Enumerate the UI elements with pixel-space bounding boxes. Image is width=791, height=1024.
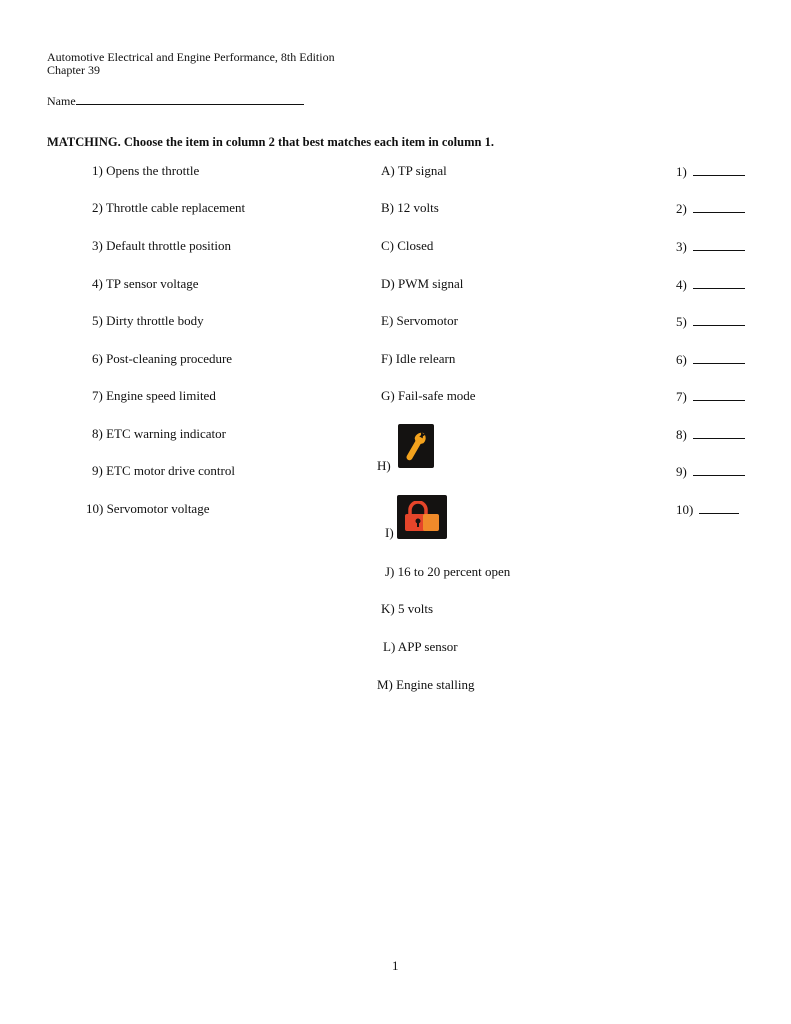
column1-item: 4) TP sensor voltage xyxy=(92,276,199,291)
answer-blank[interactable] xyxy=(676,388,745,405)
matching-instructions: MATCHING. Choose the item in column 2 that best matches each item in column 1. xyxy=(47,135,494,149)
answer-blank[interactable] xyxy=(676,200,745,217)
column1-item: 6) Post-cleaning procedure xyxy=(92,351,233,366)
column1-item: 3) Default throttle position xyxy=(92,238,232,253)
answer-line[interactable] xyxy=(693,200,745,213)
column2-item: M) Engine stalling xyxy=(377,677,475,692)
answer-blank[interactable] xyxy=(676,426,745,443)
padlock-icon xyxy=(402,501,442,533)
name-blank-line xyxy=(76,93,304,105)
answer-label: 4) xyxy=(676,277,687,292)
padlock-warning-icon xyxy=(397,495,447,539)
answer-line[interactable] xyxy=(693,388,745,401)
answer-line[interactable] xyxy=(693,463,745,476)
answer-line[interactable] xyxy=(693,313,745,326)
answer-line[interactable] xyxy=(693,276,745,289)
answer-blank[interactable] xyxy=(676,313,745,330)
column1-item: 5) Dirty throttle body xyxy=(92,313,204,328)
column2-item: G) Fail-safe mode xyxy=(381,388,476,403)
answer-line[interactable] xyxy=(693,238,745,251)
answer-label: 8) xyxy=(676,427,687,442)
column2-item: I) xyxy=(385,525,394,540)
column2-item: E) Servomotor xyxy=(381,313,458,328)
answer-line[interactable] xyxy=(693,426,745,439)
page-number: 1 xyxy=(392,958,399,973)
column2-item: K) 5 volts xyxy=(381,601,433,616)
column1-item: 10) Servomotor voltage xyxy=(86,501,210,516)
answer-label: 3) xyxy=(676,239,687,254)
name-label: Name xyxy=(47,94,76,108)
answer-blank[interactable] xyxy=(676,501,739,518)
column2-item: F) Idle relearn xyxy=(381,351,456,366)
answer-label: 6) xyxy=(676,352,687,367)
answer-label: 1) xyxy=(676,164,687,179)
answer-blank[interactable] xyxy=(676,238,745,255)
answer-line[interactable] xyxy=(693,351,745,364)
column2-item: L) APP sensor xyxy=(383,639,458,654)
answer-blank[interactable] xyxy=(676,276,745,293)
wrench-icon xyxy=(405,429,427,463)
column1-item: 7) Engine speed limited xyxy=(92,388,216,403)
answer-label: 10) xyxy=(676,502,694,517)
column2-item: H) xyxy=(377,458,391,473)
column1-item: 1) Opens the throttle xyxy=(92,163,200,178)
column1-item: 8) ETC warning indicator xyxy=(92,426,226,441)
column2-item: B) 12 volts xyxy=(381,200,439,215)
answer-label: 5) xyxy=(676,314,687,329)
column1-item: 2) Throttle cable replacement xyxy=(92,200,246,215)
answer-blank[interactable] xyxy=(676,163,745,180)
column2-item: A) TP signal xyxy=(381,163,447,178)
answer-label: 7) xyxy=(676,389,687,404)
answer-line[interactable] xyxy=(693,163,745,176)
column2-item: J) 16 to 20 percent open xyxy=(385,564,511,579)
answer-line[interactable] xyxy=(699,501,739,514)
book-title: Automotive Electrical and Engine Performance, 8th Edition xyxy=(47,50,335,64)
answer-blank[interactable] xyxy=(676,463,745,480)
chapter-label: Chapter 39 xyxy=(47,63,100,77)
answer-label: 9) xyxy=(676,464,687,479)
column1-item: 9) ETC motor drive control xyxy=(92,463,235,478)
wrench-warning-icon xyxy=(398,424,434,468)
name-field xyxy=(47,93,304,108)
answer-label: 2) xyxy=(676,201,687,216)
answer-blank[interactable] xyxy=(676,351,745,368)
column2-item: D) PWM signal xyxy=(381,276,464,291)
column2-item: C) Closed xyxy=(381,238,434,253)
